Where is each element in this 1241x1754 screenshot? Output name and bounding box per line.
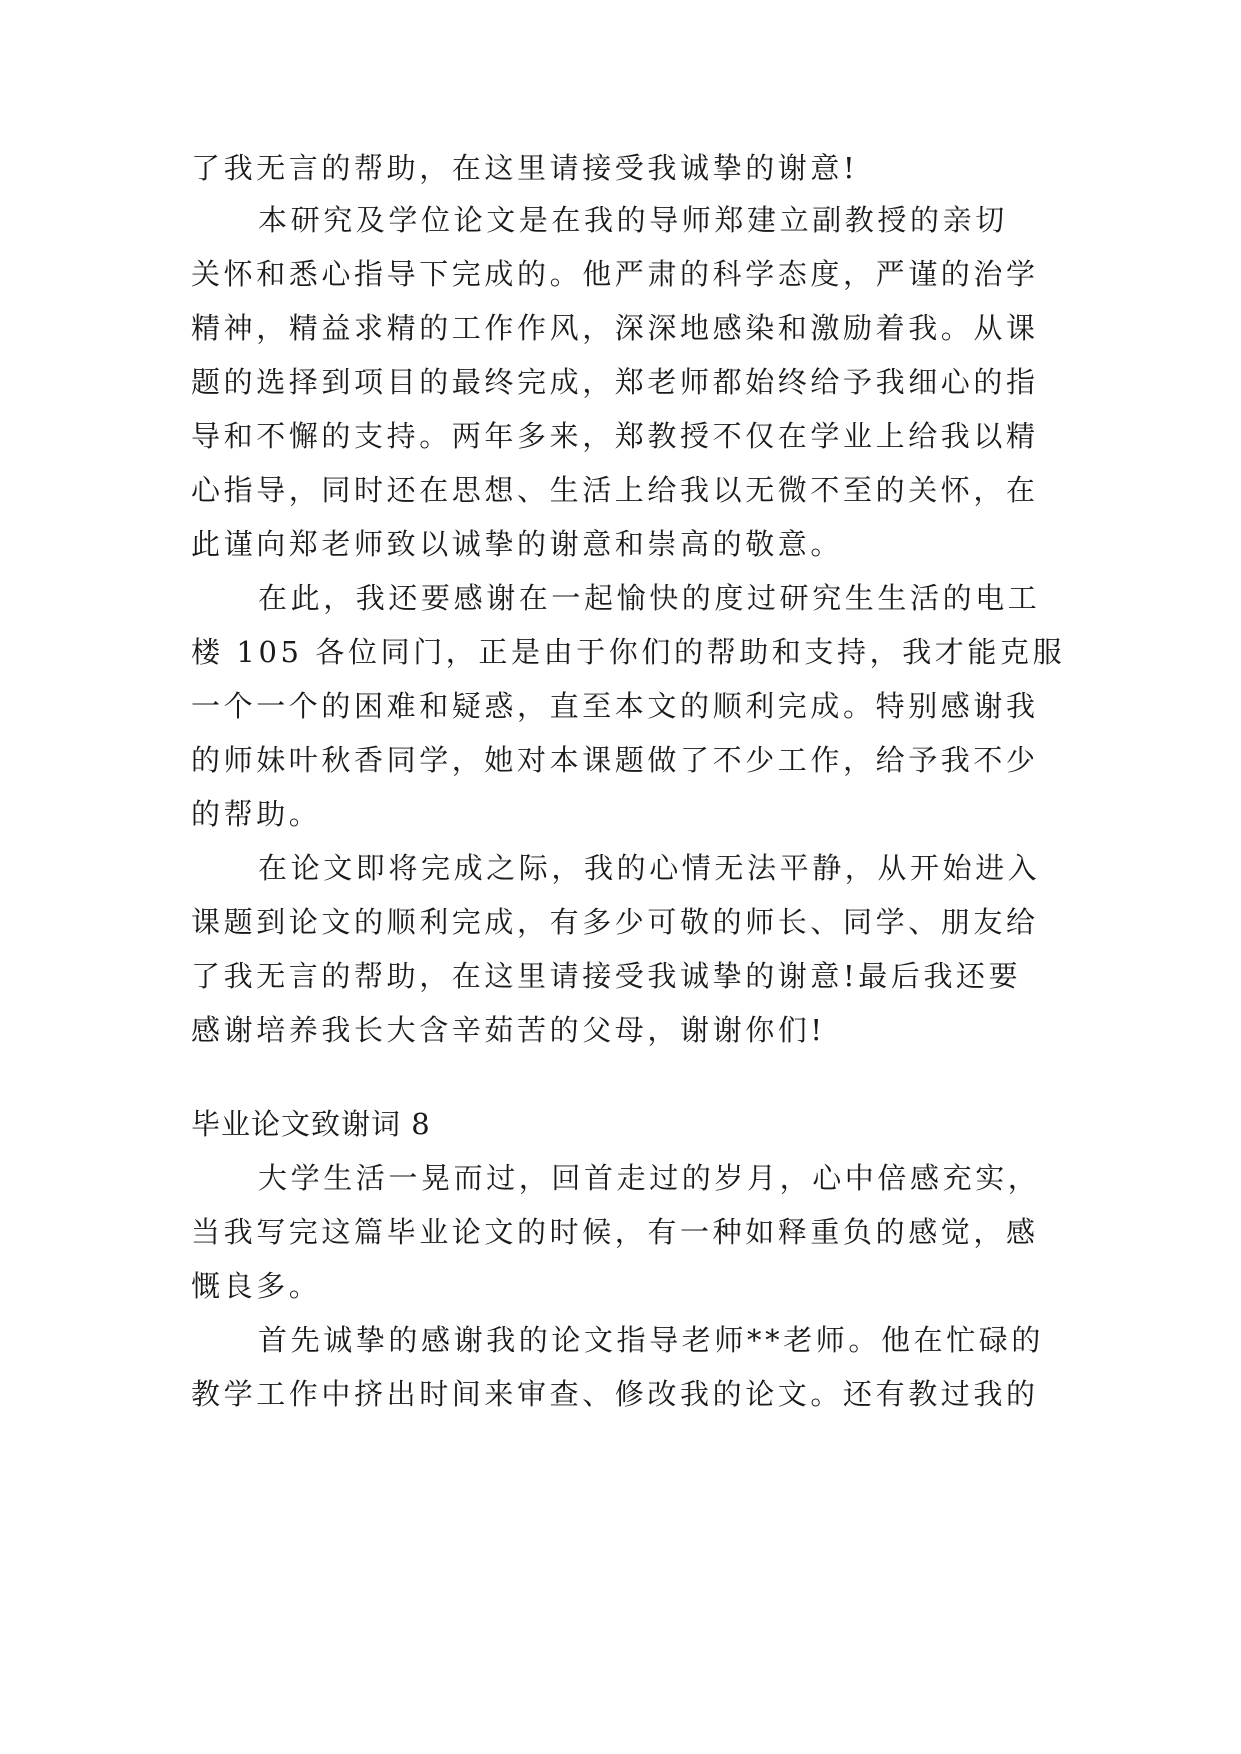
text-line: 楼 105 各位同门，正是由于你们的帮助和支持，我才能克服 xyxy=(191,635,1066,669)
text-line: 此谨向郑老师致以诚挚的谢意和崇高的敬意。 xyxy=(191,527,844,561)
text-line: 了我无言的帮助，在这里请接受我诚挚的谢意! xyxy=(191,151,859,185)
paragraph-first-line: 大学生活一晃而过，回首走过的岁月，心中倍感充实， xyxy=(258,1161,1041,1195)
text-line: 关怀和悉心指导下完成的。他严肃的科学态度，严谨的治学 xyxy=(191,257,1039,291)
paragraph-first-line: 首先诚挚的感谢我的论文指导老师**老师。他在忙碌的 xyxy=(258,1323,1045,1357)
text-line: 一个一个的困难和疑惑，直至本文的顺利完成。特别感谢我 xyxy=(191,689,1039,723)
paragraph-first-line: 在此，我还要感谢在一起愉快的度过研究生生活的电工 xyxy=(258,581,1041,615)
paragraph-first-line: 在论文即将完成之际，我的心情无法平静，从开始进入 xyxy=(258,851,1041,885)
text-line: 心指导，同时还在思想、生活上给我以无微不至的关怀，在 xyxy=(191,473,1039,507)
text-line: 了我无言的帮助，在这里请接受我诚挚的谢意!最后我还要 xyxy=(191,959,1022,993)
section-heading: 毕业论文致谢词 8 xyxy=(191,1107,431,1141)
text-line: 课题到论文的顺利完成，有多少可敬的师长、同学、朋友给 xyxy=(191,905,1039,939)
text-line: 的师妹叶秋香同学，她对本课题做了不少工作，给予我不少 xyxy=(191,743,1039,777)
text-line: 感谢培养我长大含辛茹苦的父母，谢谢你们! xyxy=(191,1013,826,1047)
text-line: 当我写完这篇毕业论文的时候，有一种如释重负的感觉，感 xyxy=(191,1215,1039,1249)
paragraph-first-line: 本研究及学位论文是在我的导师郑建立副教授的亲切 xyxy=(258,203,1008,237)
text-line: 导和不懈的支持。两年多来，郑教授不仅在学业上给我以精 xyxy=(191,419,1039,453)
text-line: 精神，精益求精的工作作风，深深地感染和激励着我。从课 xyxy=(191,311,1039,345)
text-line: 教学工作中挤出时间来审查、修改我的论文。还有教过我的 xyxy=(191,1377,1039,1411)
text-line: 慨良多。 xyxy=(191,1269,322,1303)
text-line: 题的选择到项目的最终完成，郑老师都始终给予我细心的指 xyxy=(191,365,1039,399)
text-line: 的帮助。 xyxy=(191,797,322,831)
